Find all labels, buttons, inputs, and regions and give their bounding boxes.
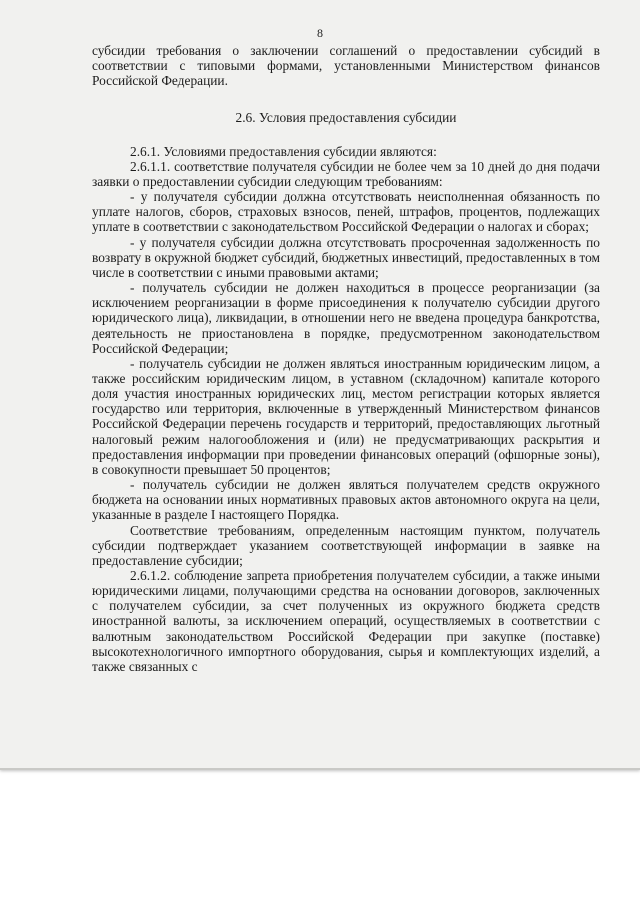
paragraph: 2.6.1.2. соблюдение запрета приобретения получателем субсидии, а также иными юридическими лицами, получающими средства на основании договоров, заключенных с получателем субсидии, за счет полученных из окружного бюджета средств иностранной валюты, за исключением операций, осуществляемых в соответствии с валютным законодательством Российской Федерации при закупке (поставке) высокотехнологичного импортного оборудования, сырья и комплектующих изделий, а также связанных с (92, 568, 600, 674)
paragraph: 2.6.1.1. соответствие получателя субсидии не более чем за 10 дней до дня подачи заявки о предоставлении субсидии следующим требованиям: (92, 158, 600, 189)
paragraph: Соответствие требованиям, определенным настоящим пунктом, получатель субсидии подтверждает указанием соответствующей информации в заявке на предоставление субсидии; (92, 522, 600, 568)
paragraph: - получатель субсидии не должен находиться в процессе реорганизации (за исключением реорганизации в форме присоединения к получателю субсидии другого юридического лица), ликвидации, в отношении него не введена процедура банкротства, деятельность не приостановлена в порядке, предусмотренном законодательством Российской Федерации; (92, 280, 600, 356)
paragraph: - получатель субсидии не должен являться получателем средств окружного бюджета на основании иных нормативных правовых актов автономного округа на цели, указанные в разделе I настоящего Порядка. (92, 477, 600, 523)
page-number: 8 (317, 26, 323, 40)
document-body (92, 43, 600, 674)
paragraph: - у получателя субсидии должна отсутствовать неисполненная обязанность по уплате налогов, сборов, страховых взносов, пеней, штрафов, процентов, подлежащих уплате в соответствии с законодательством Российской Федерации о налогах и сборах; (92, 189, 600, 235)
paragraph-continuation: субсидии требования о заключении соглашений о предоставлении субсидий в соответствии с типовыми формами, установленными Министерством финансов Российской Федерации. (92, 43, 600, 89)
paragraph: - у получателя субсидии должна отсутствовать просроченная задолженность по возврату в окружной бюджет субсидий, бюджетных инвестиций, предоставленных в том числе в соответствии с иными правовыми актами; (92, 234, 600, 280)
paragraph: - получатель субсидии не должен являться иностранным юридическим лицом, а также российским юридическим лицом, в уставном (складочном) капитале которого доля участия иностранных юридических лиц, местом регистрации которых является государство или территория, включенные в утвержденный Министерством финансов Российской Федерации перечень государств и территорий, предоставляющих льготный налоговый режим налогообложения и (или) не предусматривающих раскрытия и предоставления информации при проведении финансовых операций (офшорные зоны), в совокупности превышает 50 процентов; (92, 355, 600, 477)
section-heading: 2.6. Условия предоставления субсидии (235, 110, 457, 126)
paragraph: 2.6.1. Условиями предоставления субсидии являются: (130, 143, 437, 159)
